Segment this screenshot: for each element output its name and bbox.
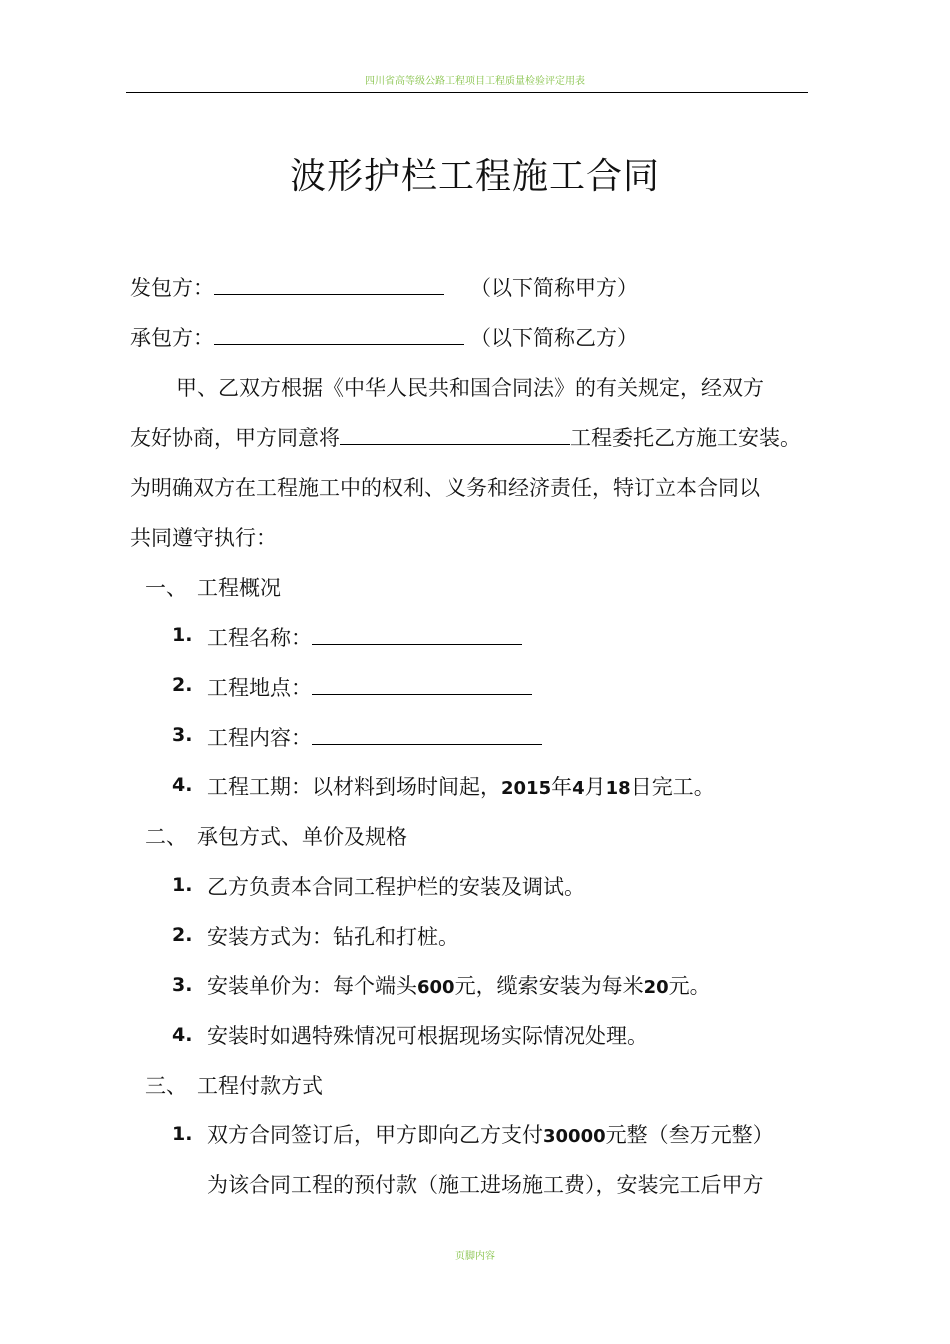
project-content-label: 工程内容： bbox=[207, 726, 312, 750]
intro-line-3: 为明确双方在工程施工中的权利、义务和经济责任，特订立本合同以 bbox=[130, 476, 760, 500]
section-1-num: 一、 bbox=[145, 576, 187, 600]
price-text-c: 元。 bbox=[668, 974, 711, 998]
section-1-title: 工程概况 bbox=[197, 576, 281, 600]
duration-text-d: 日完工。 bbox=[630, 775, 715, 799]
duration-text-b: 年 bbox=[551, 775, 573, 799]
section-2-title: 承包方式、单价及规格 bbox=[197, 825, 407, 849]
payment-text-b: 元整（叁万元整） bbox=[605, 1123, 774, 1147]
payment-text-a: 双方合同签订后，甲方即向乙方支付 bbox=[207, 1123, 543, 1147]
project-name-blank[interactable] bbox=[312, 622, 522, 645]
intro-line-2 bbox=[130, 422, 801, 452]
employer-line bbox=[130, 272, 638, 302]
section-3-heading bbox=[145, 1070, 323, 1100]
intro-line-4: 共同遵守执行： bbox=[130, 526, 277, 550]
contractor-label: 承包方： bbox=[130, 326, 214, 350]
s2-item-1-num: 1. bbox=[172, 874, 193, 896]
intro-line-2-a: 友好协商，甲方同意将 bbox=[130, 426, 340, 450]
section-2-heading bbox=[145, 821, 407, 851]
section-3-num: 三、 bbox=[145, 1074, 187, 1098]
project-location-label: 工程地点： bbox=[207, 676, 312, 700]
duration-month: 4 bbox=[572, 778, 585, 799]
document-title: 波形护栏工程施工合同 bbox=[289, 156, 660, 197]
s1-item-2-num: 2. bbox=[172, 674, 193, 696]
price-text-b: 元，缆索安装为每米 bbox=[454, 974, 644, 998]
s1-item-3 bbox=[207, 722, 542, 752]
s1-item-1 bbox=[207, 622, 522, 652]
employer-blank[interactable] bbox=[214, 272, 444, 295]
employer-note: （以下简称甲方） bbox=[470, 276, 638, 300]
section-2-num: 二、 bbox=[145, 825, 187, 849]
s2-item-4-num: 4. bbox=[172, 1024, 193, 1046]
intro-line-2-b: 工程委托乙方施工安装。 bbox=[570, 426, 801, 450]
s1-item-1-num: 1. bbox=[172, 624, 193, 646]
s1-item-3-num: 3. bbox=[172, 724, 193, 746]
s3-item-1-line-2: 为该合同工程的预付款（施工进场施工费），安装完工后甲方 bbox=[207, 1173, 764, 1197]
page-header: 四川省高等级公路工程项目工程质量检验评定用表 bbox=[365, 76, 585, 87]
section-3-title: 工程付款方式 bbox=[197, 1074, 323, 1098]
s2-item-2-num: 2. bbox=[172, 924, 193, 946]
project-location-blank[interactable] bbox=[312, 672, 532, 695]
price-end-head: 600 bbox=[417, 977, 455, 998]
employer-label: 发包方： bbox=[130, 276, 214, 300]
project-blank[interactable] bbox=[340, 422, 570, 445]
duration-year: 2015 bbox=[501, 778, 552, 799]
s1-item-2 bbox=[207, 672, 532, 702]
duration-text-a: 工程工期：以材料到场时间起， bbox=[207, 775, 501, 799]
price-text-a: 安装单价为：每个端头 bbox=[207, 974, 417, 998]
payment-amount: 30000 bbox=[543, 1126, 606, 1147]
s2-item-3-num: 3. bbox=[172, 974, 193, 996]
price-cable: 20 bbox=[643, 977, 669, 998]
s3-item-1 bbox=[207, 1119, 774, 1149]
s1-item-4 bbox=[207, 771, 715, 801]
s2-item-3 bbox=[207, 970, 711, 1000]
contractor-note: （以下简称乙方） bbox=[470, 326, 638, 350]
s1-item-4-num: 4. bbox=[172, 774, 193, 796]
section-1-heading bbox=[145, 572, 281, 602]
duration-text-c: 月 bbox=[584, 775, 606, 799]
duration-day: 18 bbox=[605, 778, 631, 799]
s2-item-2: 安装方式为：钻孔和打桩。 bbox=[207, 925, 459, 949]
project-name-label: 工程名称： bbox=[207, 626, 312, 650]
contractor-line bbox=[130, 322, 638, 352]
s2-item-4: 安装时如遇特殊情况可根据现场实际情况处理。 bbox=[207, 1024, 648, 1048]
page-footer: 页脚内容 bbox=[455, 1251, 495, 1262]
s2-item-1: 乙方负责本合同工程护栏的安装及调试。 bbox=[207, 875, 585, 899]
intro-line-1: 甲、乙双方根据《中华人民共和国合同法》的有关规定，经双方 bbox=[176, 376, 764, 400]
header-rule bbox=[126, 92, 808, 93]
contractor-blank[interactable] bbox=[214, 322, 464, 345]
s3-item-1-num: 1. bbox=[172, 1123, 193, 1145]
project-content-blank[interactable] bbox=[312, 722, 542, 745]
